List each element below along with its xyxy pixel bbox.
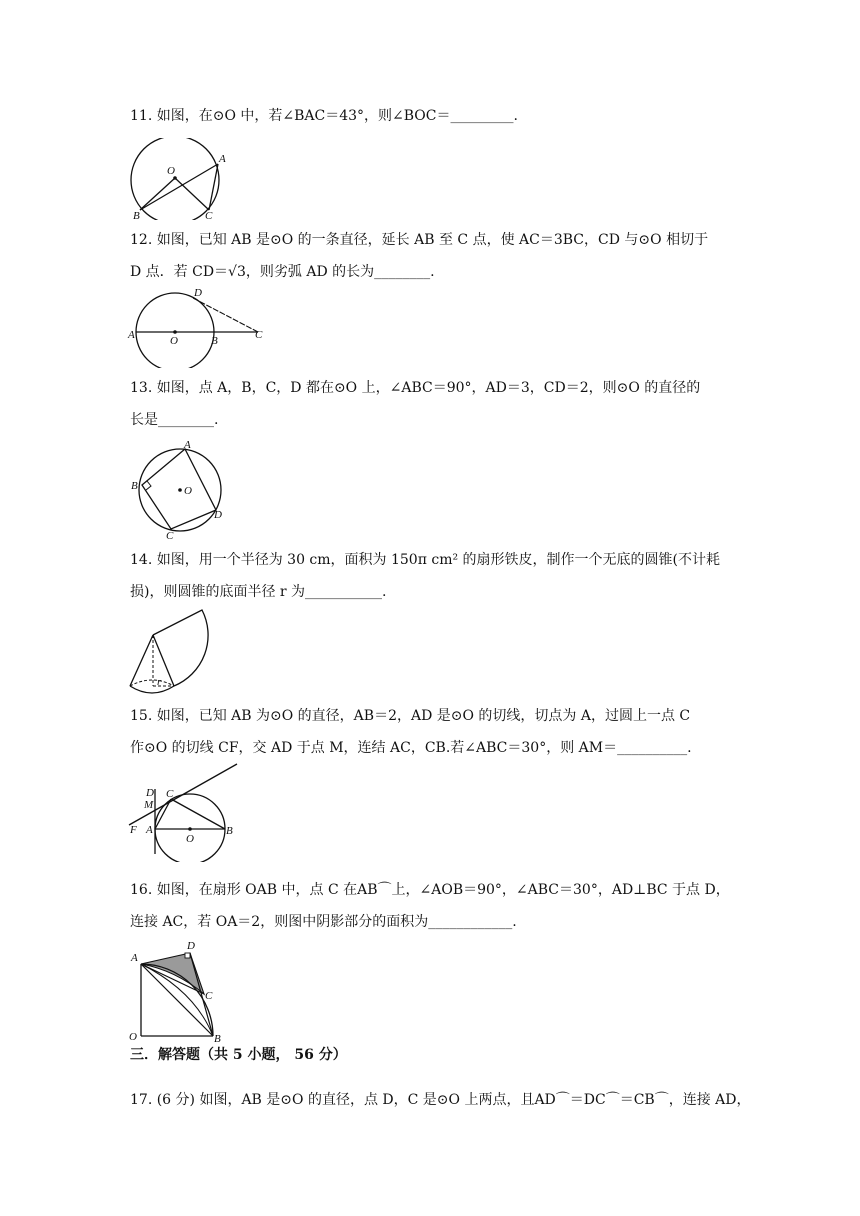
center-dot	[188, 827, 192, 831]
label-a: A	[219, 153, 226, 165]
label-a: A	[128, 329, 135, 341]
label-d: D	[187, 940, 195, 952]
q14-line-2: 损)，则圆锥的底面半径 r 为___________.	[130, 584, 387, 600]
label-f: F	[130, 824, 137, 836]
label-o: O	[129, 1031, 137, 1042]
q13-line-1: 13. 如图，点 A，B，C，D 都在⊙O 上，∠ABC＝90°，AD＝3，CD＝2，则⊙O 的直径的	[130, 380, 701, 396]
figure-15	[125, 762, 240, 862]
segment-ac	[155, 799, 171, 829]
label-c: C	[166, 788, 174, 800]
cone-base-back	[130, 680, 174, 686]
segment-ba	[140, 164, 218, 210]
label-o: O	[167, 165, 175, 177]
label-d: D	[194, 288, 202, 299]
figure-16	[125, 936, 230, 1042]
section-title-iii: 三．解答题（共 5 小题， 56 分）	[130, 1047, 347, 1063]
q17-line-1: 17. (6 分) 如图，AB 是⊙O 的直径，点 D，C 是⊙O 上两点，且AD⌒＝DC⌒＝CB⌒，连接 AD，	[130, 1092, 751, 1108]
label-d: D	[214, 509, 222, 521]
q15-line-1: 15. 如图，已知 AB 为⊙O 的直径，AB＝2，AD 是⊙O 的切线，切点为 A，过圆上一点 C	[130, 708, 691, 724]
label-c: C	[205, 210, 213, 220]
sector	[153, 610, 208, 686]
label-r: r	[157, 676, 162, 688]
figure-11	[125, 138, 235, 220]
label-o: O	[186, 833, 194, 845]
q16-line-1: 16. 如图，在扇形 OAB 中，点 C 在AB⌒上，∠AOB＝90°，∠ABC＝30°，AD⊥BC 于点 D，	[130, 882, 730, 898]
segment-ac	[209, 164, 218, 210]
segment-cb	[171, 799, 225, 829]
label-a: A	[146, 824, 153, 836]
q13-line-2: 长是________.	[130, 412, 219, 428]
q12-line-1: 12. 如图，已知 AB 是⊙O 的一条直径，延长 AB 至 C 点，使 AC＝3BC，CD 与⊙O 相切于	[130, 232, 709, 248]
label-c: C	[205, 990, 213, 1002]
cone-base-front	[130, 686, 174, 693]
segment-oc	[175, 178, 209, 210]
figure-12	[125, 288, 270, 368]
q12-line-2: D 点．若 CD＝√3，则劣弧 AD 的长为________.	[130, 264, 435, 280]
label-m: M	[144, 799, 154, 811]
center-dot	[173, 330, 177, 334]
q14-line-1: 14. 如图，用一个半径为 30 cm，面积为 150π cm² 的扇形铁皮，制作一个无底的圆锥(不计耗	[130, 552, 721, 568]
label-a: A	[184, 440, 191, 451]
label-o: O	[170, 335, 178, 347]
q11-line-1: 11. 如图，在⊙O 中，若∠BAC＝43°，则∠BOC＝_________.	[130, 108, 518, 124]
q15-line-2: 作⊙O 的切线 CF，交 AD 于点 M，连结 AC，CB.若∠ABC＝30°，则 AM＝__________.	[130, 740, 692, 756]
segment-ob	[140, 178, 175, 210]
label-b: B	[226, 825, 233, 837]
center-dot	[178, 488, 182, 492]
label-b: B	[133, 210, 140, 220]
tangent-dc	[193, 298, 258, 332]
figure-14	[125, 606, 215, 698]
label-d: D	[146, 787, 154, 799]
label-c: C	[166, 530, 174, 540]
label-b: B	[131, 480, 138, 492]
label-b: B	[214, 1033, 221, 1042]
right-angle-mark	[146, 481, 151, 490]
label-c: C	[255, 329, 263, 341]
figure-13	[128, 440, 230, 540]
label-o: O	[184, 485, 192, 497]
label-b: B	[211, 335, 218, 347]
cone-left-edge	[130, 635, 153, 686]
right-angle-mark	[185, 953, 190, 958]
label-a: A	[131, 952, 138, 964]
q16-line-2: 连接 AC，若 OA＝2，则图中阴影部分的面积为____________.	[130, 914, 517, 930]
